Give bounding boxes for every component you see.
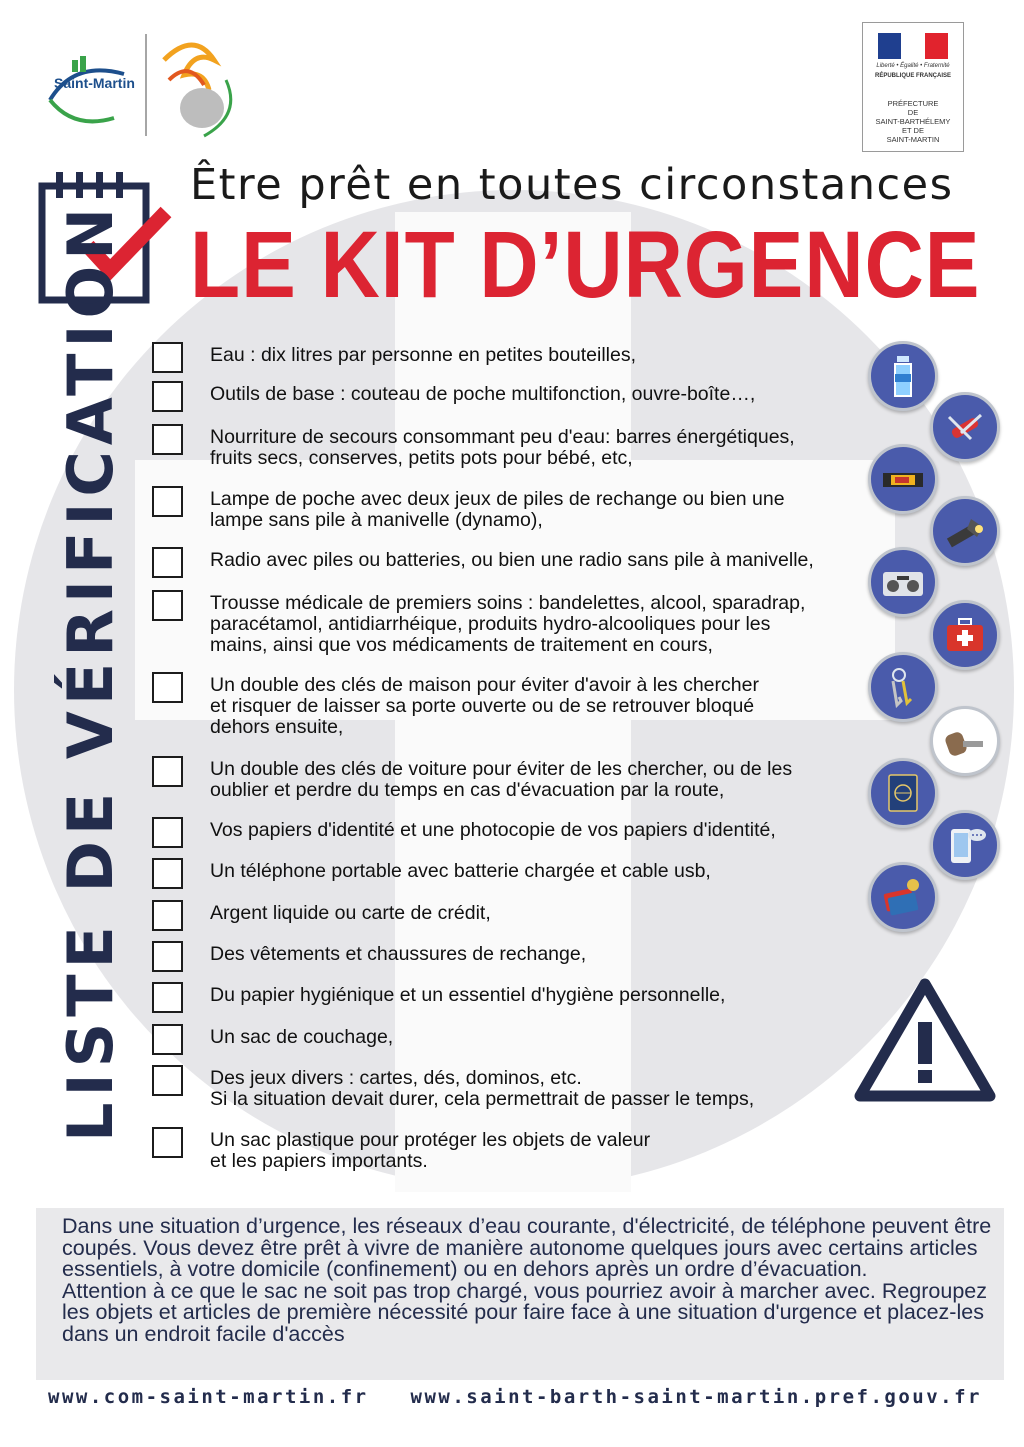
checklist-item-text: Un double des clés de maison pour éviter d'avoir à les chercher et risquer de laisser sa porte ouverte ou de se retrouver bloqué dehors ensuite,: [210, 674, 759, 738]
checkbox[interactable]: [152, 1065, 183, 1096]
checklist-item-text: Un sac plastique pour protéger les objets de valeur et les papiers importants.: [210, 1129, 651, 1172]
checklist-item-text: Du papier hygiénique et un essentiel d'hygiène personnelle,: [210, 984, 726, 1006]
first-aid-kit-icon: [930, 600, 1000, 670]
saint-martin-logo-text: Saint-Martin: [54, 75, 135, 91]
checkbox[interactable]: [152, 817, 183, 848]
passport-icon: [868, 758, 938, 828]
checkbox[interactable]: [152, 590, 183, 621]
checklist-item-text: Radio avec piles ou batteries, ou bien une radio sans pile à manivelle,: [210, 549, 814, 571]
checkbox[interactable]: [152, 858, 183, 889]
info-text: [62, 1216, 992, 1345]
checkbox[interactable]: [152, 900, 183, 931]
car-key-icon: [930, 706, 1000, 776]
checklist-item-text: Argent liquide ou carte de crédit,: [210, 902, 491, 924]
checkbox[interactable]: [152, 424, 183, 455]
prefecture-logo: [862, 22, 964, 152]
checklist-item-text: Un double des clés de voiture pour éviter de les chercher, ou de les oublier et perdre du temps en cas d'évacuation par la route,: [210, 758, 793, 801]
multitool-icon: [930, 392, 1000, 462]
saint-martin-logo: [44, 30, 244, 140]
smartphone-icon: [930, 810, 1000, 880]
energy-bar-icon: [868, 444, 938, 514]
prefecture-name: PRÉFECTURE DE SAINT-BARTHÉLEMY ET DE SAINT-MARTIN: [875, 99, 951, 144]
checklist-item-text: Des jeux divers : cartes, dés, dominos, etc. Si la situation devait durer, cela permettrait de passer le temps,: [210, 1067, 755, 1110]
prefecture-motto: Liberté • Égalité • Fraternité: [876, 63, 950, 69]
vertical-label: LISTE DE VÉRIFICATION: [54, 201, 127, 1142]
warning-icon: [854, 976, 996, 1104]
footer-link-prefecture[interactable]: www.saint-barth-saint-martin.pref.gouv.fr: [410, 1386, 982, 1408]
info-box: [36, 1208, 1004, 1380]
checkbox[interactable]: [152, 1024, 183, 1055]
checklist-item-text: Eau : dix litres par personne en petites bouteilles,: [210, 344, 637, 366]
checklist-item-text: Vos papiers d'identité et une photocopie de vos papiers d'identité,: [210, 819, 776, 841]
radio-icon: [868, 547, 938, 617]
house-keys-icon: [868, 652, 938, 722]
checklist-item-text: Nourriture de secours consommant peu d'eau: barres énergétiques, fruits secs, conserves, petits pots pour bébé, etc,: [210, 426, 795, 469]
checkbox[interactable]: [152, 486, 183, 517]
checklist-item-text: Un sac de couchage,: [210, 1026, 394, 1048]
info-paragraph-2: Attention à ce que le sac ne soit pas trop chargé, vous pourriez avoir à marcher avec. Regroupez les objets et articles de première nécessité pour faire face à une situation d'urgence et placez-les dans un endroit facile d'accès: [62, 1278, 988, 1346]
checklist-item-text: Trousse médicale de premiers soins : bandelettes, alcool, sparadrap, paracétamol, antidiarrhéique, produits hydro-alcooliques pour les mains, ainsi que vos médicaments de traitement en cours,: [210, 592, 806, 656]
prefecture-republic: RÉPUBLIQUE FRANÇAISE: [874, 73, 951, 79]
checkbox[interactable]: [152, 941, 183, 972]
checklist-item-text: Des vêtements et chaussures de rechange,: [210, 943, 587, 965]
checklist-item-text: Un téléphone portable avec batterie chargée et cable usb,: [210, 860, 711, 882]
checkbox[interactable]: [152, 982, 183, 1013]
page-subtitle: Être prêt en toutes circonstances: [190, 160, 954, 210]
checkbox[interactable]: [152, 547, 183, 578]
checklist-item-text: Lampe de poche avec deux jeux de piles de rechange ou bien une lampe sans pile à manivelle (dynamo),: [210, 488, 785, 531]
flashlight-icon: [930, 496, 1000, 566]
page-title: LE KIT D’URGENCE: [190, 213, 981, 318]
checkbox[interactable]: [152, 342, 183, 373]
checkbox[interactable]: [152, 1127, 183, 1158]
info-paragraph-1: Dans une situation d’urgence, les réseaux d’eau courante, d'électricité, de téléphone peuvent être coupés. Vous devez être prêt à vivre de manière autonome quelques jours avec certains articles essentiels, à votre domicile (confinement) ou en dehors après un ordre d’évacuation.: [62, 1214, 992, 1281]
checkbox[interactable]: [152, 756, 183, 787]
checklist-item-text: Outils de base : couteau de poche multifonction, ouvre-boîte…,: [210, 383, 756, 405]
french-flag-icon: [878, 33, 948, 59]
water-bottle-icon: [868, 341, 938, 411]
checkbox[interactable]: [152, 672, 183, 703]
footer-link-commune[interactable]: www.com-saint-martin.fr: [48, 1386, 369, 1408]
checkbox[interactable]: [152, 381, 183, 412]
credit-card-icon: [868, 862, 938, 932]
